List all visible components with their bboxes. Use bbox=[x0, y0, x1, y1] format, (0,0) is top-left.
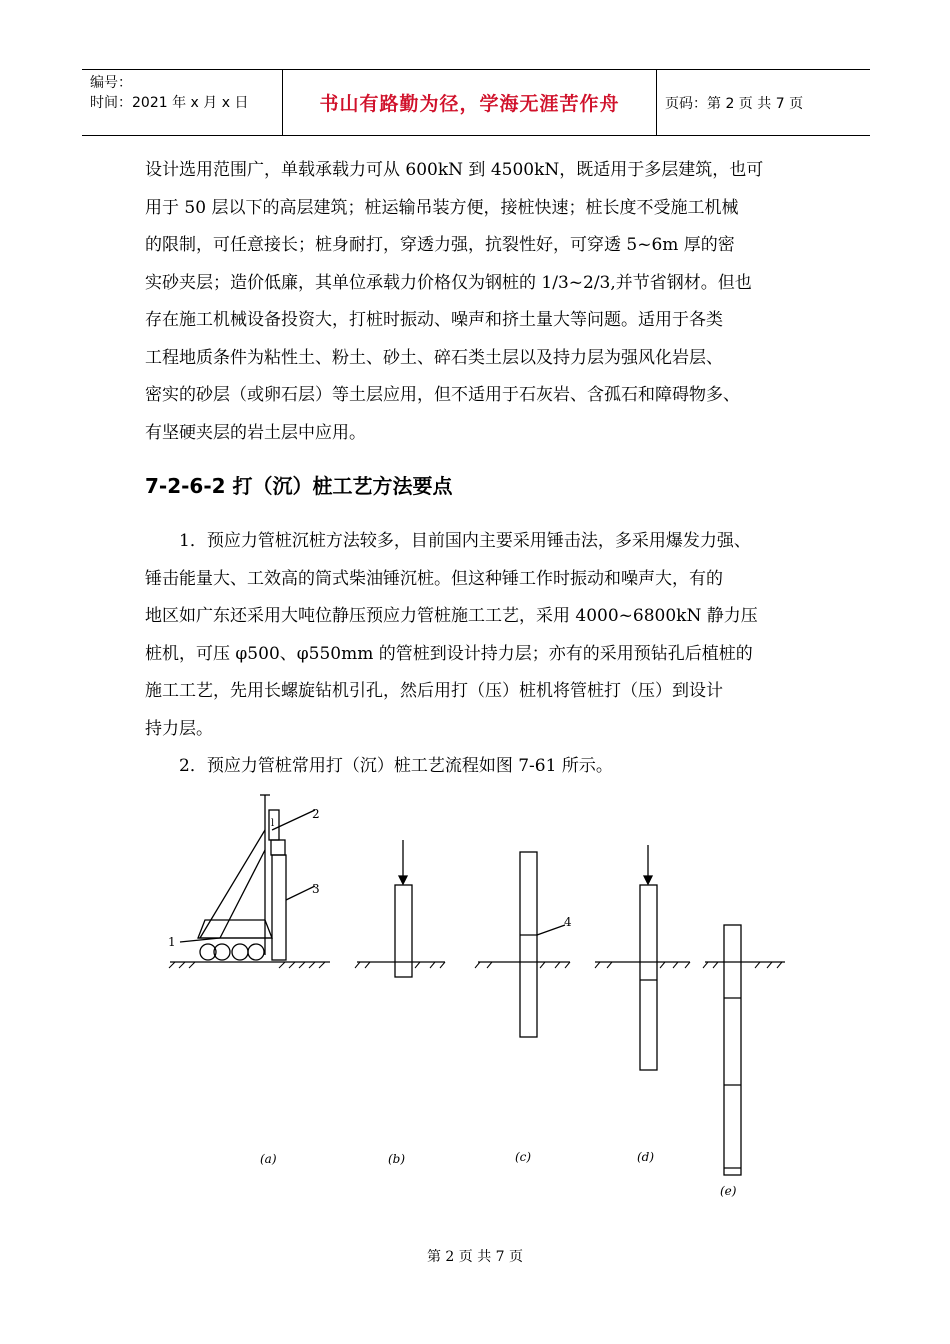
text-line: 工程地质条件为粘性土、粉土、砂土、碎石类土层以及持力层为强风化岩层、 bbox=[145, 347, 723, 368]
text-line: 有坚硬夹层的岩土层中应用。 bbox=[145, 422, 366, 443]
document-date: 时间：2021 年 x 月 x 日 bbox=[90, 95, 249, 111]
text-line: 桩机，可压 φ500、φ550mm 的管桩到设计持力层；亦有的采用预钻孔后植桩的 bbox=[145, 643, 753, 664]
section-heading: 7-2-6-2 打（沉）桩工艺方法要点 bbox=[145, 474, 453, 498]
text-line: 锤击能量大、工效高的筒式柴油锤沉桩。但这种锤工作时振动和噪声大，有的 bbox=[145, 568, 723, 589]
item1-paragraph bbox=[145, 523, 825, 786]
figure-d-pile bbox=[595, 845, 690, 1070]
page-footer: 第 2 页 共 7 页 bbox=[426, 1249, 524, 1265]
text-line: 的限制，可任意接长；桩身耐打，穿透力强，抗裂性好，可穿透 5~6m 厚的密 bbox=[145, 235, 735, 255]
pile-driving-figure bbox=[160, 790, 800, 1210]
text-line: 地区如广东还采用大吨位静压预应力管桩施工工艺，采用 4000~6800kN 静力压 bbox=[145, 606, 758, 626]
text-line: 持力层。 bbox=[145, 718, 213, 739]
item2-line: 2．预应力管桩常用打（沉）桩工艺流程如图 7-61 所示。 bbox=[179, 756, 613, 776]
text-line: 用于 50 层以下的高层建筑；桩运输吊装方便，接桩快速；桩长度不受施工机械 bbox=[145, 197, 739, 218]
header-page-info: 页码：第 2 页 共 7 页 bbox=[665, 95, 804, 112]
caption-b: (b) bbox=[388, 1152, 406, 1166]
header-motto-cell bbox=[282, 70, 657, 135]
text-line: 存在施工机械设备投资大，打桩时振动、噪声和挤土量大等问题。适用于各类 bbox=[145, 310, 723, 330]
text-line: 密实的砂层（或卵石层）等土层应用，但不适用于石灰岩、含孤石和障碍物多、 bbox=[145, 385, 740, 405]
text-line: 1．预应力管桩沉桩方法较多，目前国内主要采用锤击法，多采用爆发力强、 bbox=[179, 531, 751, 551]
hammer-label: l bbox=[271, 818, 275, 829]
header-motto: 书山有路勤为径，学海无涯苦作舟 bbox=[319, 93, 620, 115]
label-3: 3 bbox=[312, 882, 320, 896]
intro-paragraph bbox=[145, 152, 825, 452]
text-line: 实砂夹层；造价低廉，其单位承载力价格仅为钢桩的 1/3~2/3,并节省钢材。但也 bbox=[145, 272, 752, 293]
label-4: 4 bbox=[564, 915, 572, 929]
page-header bbox=[82, 69, 870, 136]
caption-d: (d) bbox=[637, 1150, 655, 1164]
label-2: 2 bbox=[312, 807, 320, 821]
caption-e: (e) bbox=[720, 1184, 737, 1198]
caption-a: (a) bbox=[260, 1152, 277, 1166]
text-line: 施工工艺，先用长螺旋钻机引孔，然后用打（压）桩机将管桩打（压）到设计 bbox=[145, 681, 723, 701]
figure-c-pile bbox=[475, 852, 570, 1037]
figure-e-pile bbox=[703, 925, 785, 1175]
figure-a-rig bbox=[170, 795, 330, 962]
document-number-label: 编号： bbox=[90, 75, 132, 91]
figure-b-pile bbox=[355, 840, 445, 977]
ground-hatching-a bbox=[169, 962, 325, 968]
text-line: 设计选用范围广，单载承载力可从 600kN 到 4500kN，既适用于多层建筑，也可 bbox=[145, 160, 764, 180]
label-1: 1 bbox=[168, 935, 176, 949]
caption-c: (c) bbox=[515, 1150, 532, 1164]
header-meta bbox=[82, 70, 282, 135]
